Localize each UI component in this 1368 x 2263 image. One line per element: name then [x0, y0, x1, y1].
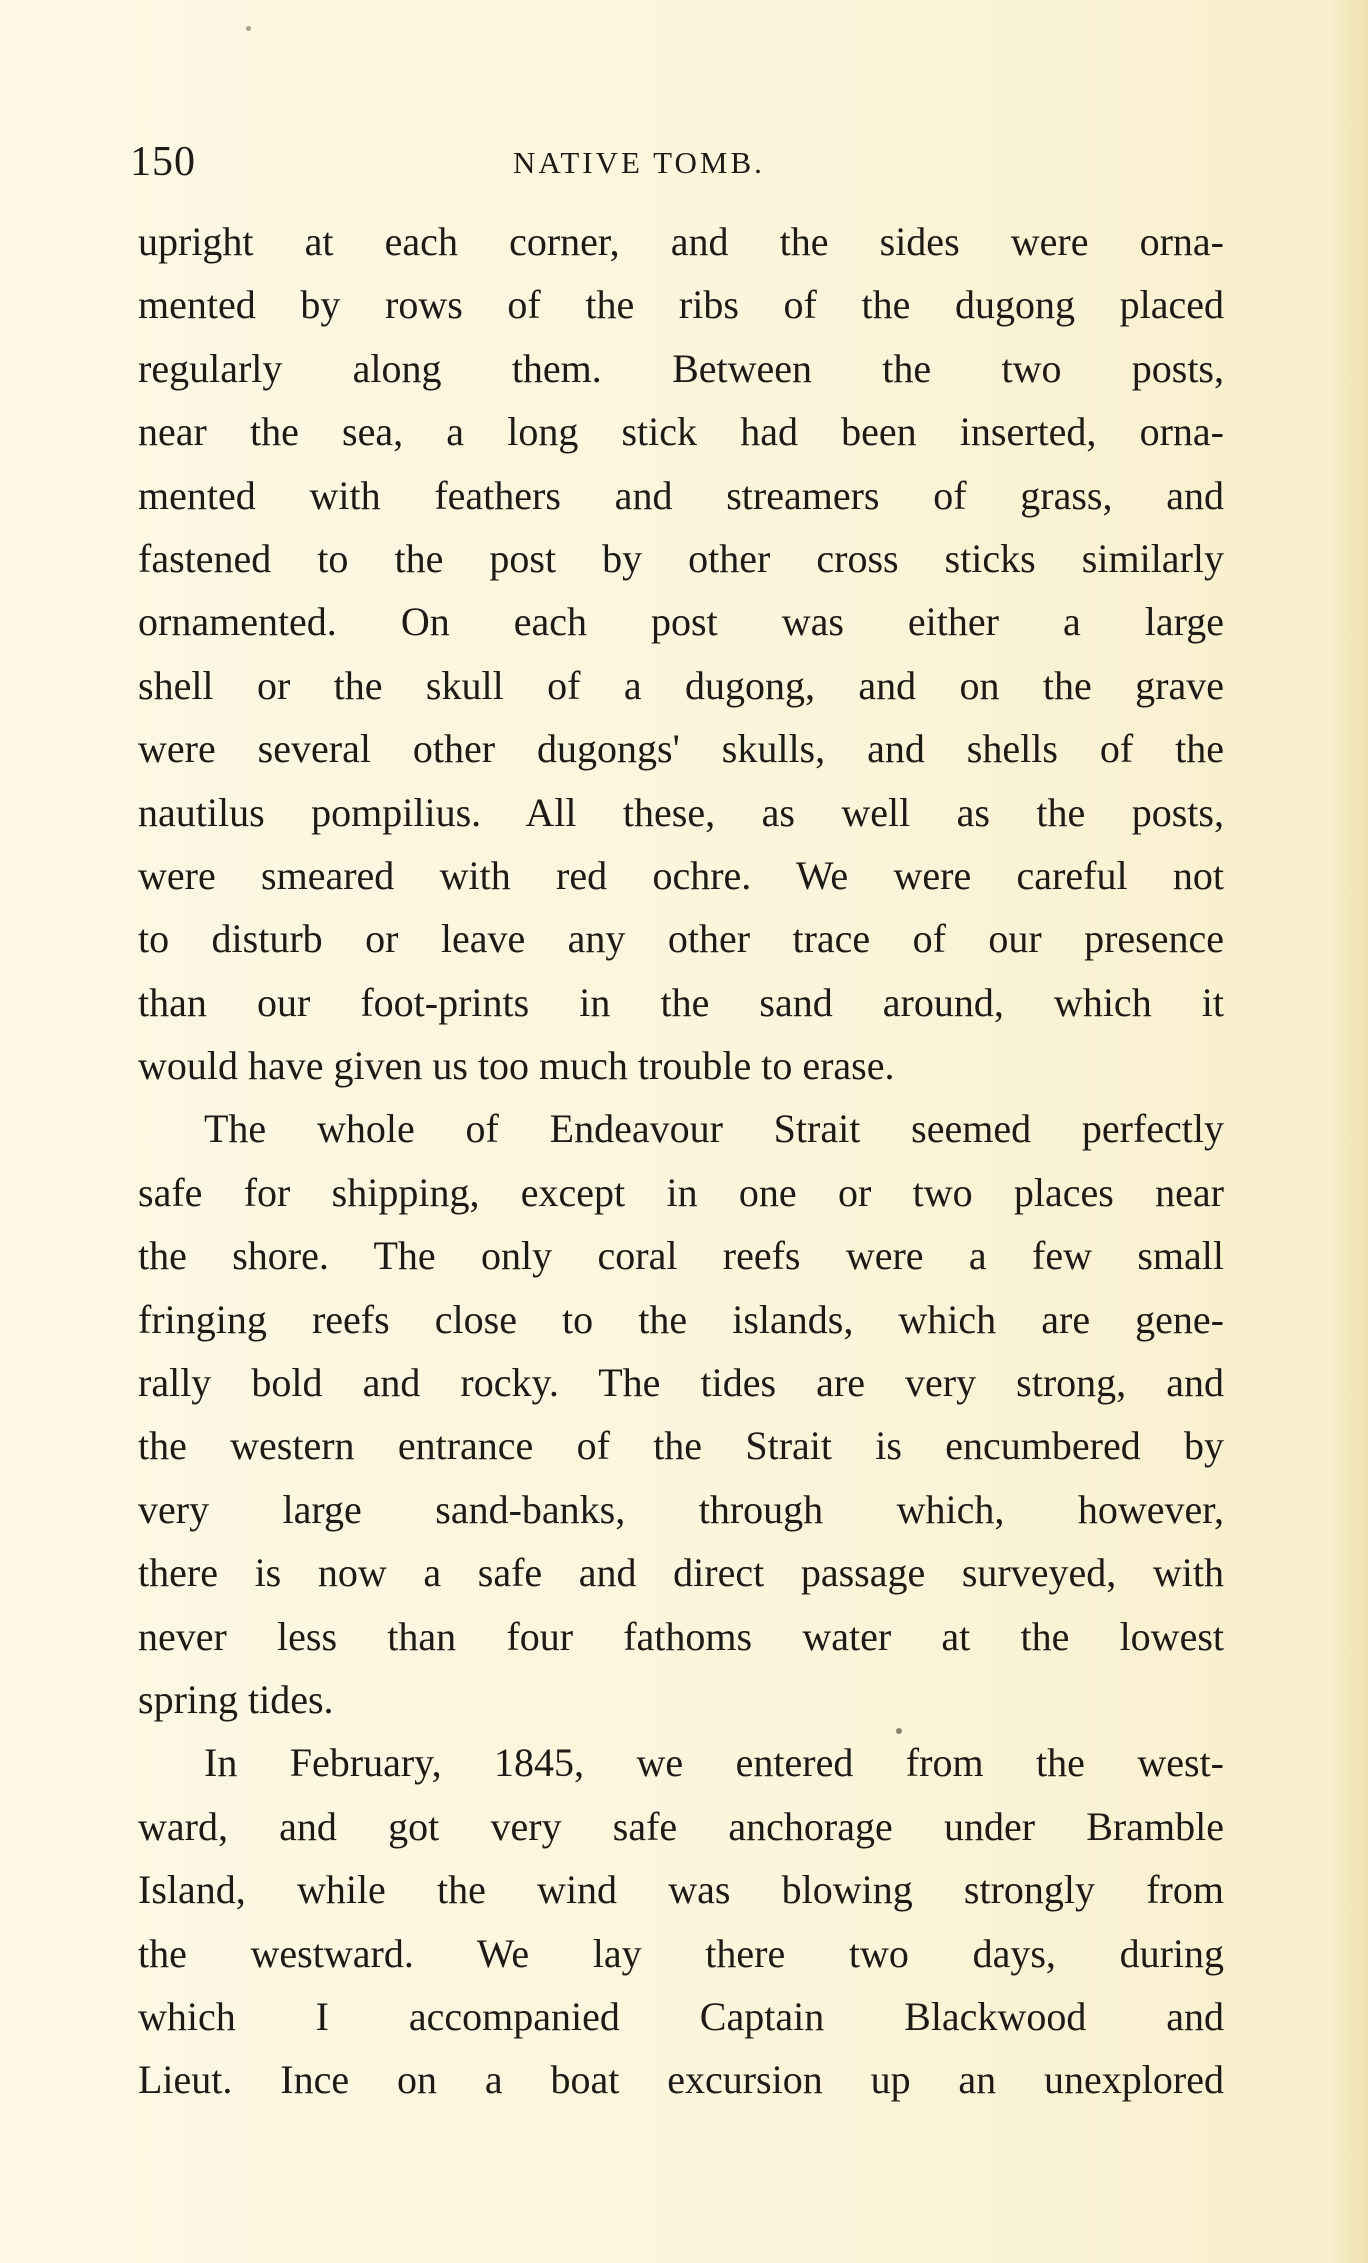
- text-line: than our foot-prints in the sand around, which it: [138, 979, 1224, 1025]
- page-number: 150: [130, 139, 196, 185]
- text-line: The whole of Endeavour Strait seemed perfectly: [204, 1106, 1224, 1152]
- text-line: shell or the skull of a dugong, and on the grave: [138, 662, 1224, 708]
- text-line: never less than four fathoms water at the lowest: [138, 1613, 1224, 1659]
- text-line: spring tides.: [138, 1676, 334, 1722]
- text-line: to disturb or leave any other trace of our presence: [138, 916, 1224, 962]
- text-line: rally bold and rocky. The tides are very strong, and: [138, 1360, 1224, 1406]
- text-line: In February, 1845, we entered from the west-: [204, 1740, 1224, 1786]
- text-line: very large sand-banks, through which, however,: [138, 1486, 1224, 1532]
- text-line: mented by rows of the ribs of the dugong placed: [138, 282, 1224, 328]
- text-line: were smeared with red ochre. We were careful not: [138, 852, 1224, 898]
- text-line: fringing reefs close to the islands, which are gene-: [138, 1296, 1224, 1342]
- text-line: which I accompanied Captain Blackwood and: [138, 1993, 1224, 2039]
- text-line: fastened to the post by other cross sticks similarly: [138, 535, 1224, 581]
- text-line: mented with feathers and streamers of grass, and: [138, 472, 1224, 518]
- page-header: [130, 132, 1230, 192]
- text-line: were several other dugongs' skulls, and shells of the: [138, 726, 1224, 772]
- paper-speck: [246, 26, 251, 31]
- text-line: Lieut. Ince on a boat excursion up an unexplored: [138, 2057, 1224, 2103]
- text-line: nautilus pompilius. All these, as well as the posts,: [138, 789, 1224, 835]
- text-line: upright at each corner, and the sides were orna-: [138, 219, 1224, 264]
- text-line: safe for shipping, except in one or two places near: [138, 1169, 1224, 1215]
- text-line: the westward. We lay there two days, during: [138, 1930, 1224, 1976]
- text-line: regularly along them. Between the two posts,: [138, 345, 1224, 391]
- text-line: ward, and got very safe anchorage under Bramble: [138, 1803, 1224, 1849]
- running-head: NATIVE TOMB.: [513, 145, 765, 180]
- body-text: [138, 210, 1224, 2112]
- text-line: the shore. The only coral reefs were a few small: [138, 1233, 1224, 1279]
- text-line: would have given us too much trouble to erase.: [138, 1043, 895, 1089]
- page-edge-shading: [1328, 0, 1368, 2263]
- text-line: there is now a safe and direct passage surveyed, with: [138, 1550, 1224, 1596]
- text-line: near the sea, a long stick had been inserted, orna-: [138, 409, 1224, 455]
- text-line: Island, while the wind was blowing strongly from: [138, 1867, 1224, 1913]
- text-line: the western entrance of the Strait is encumbered by: [138, 1423, 1224, 1469]
- text-line: ornamented. On each post was either a large: [138, 599, 1224, 645]
